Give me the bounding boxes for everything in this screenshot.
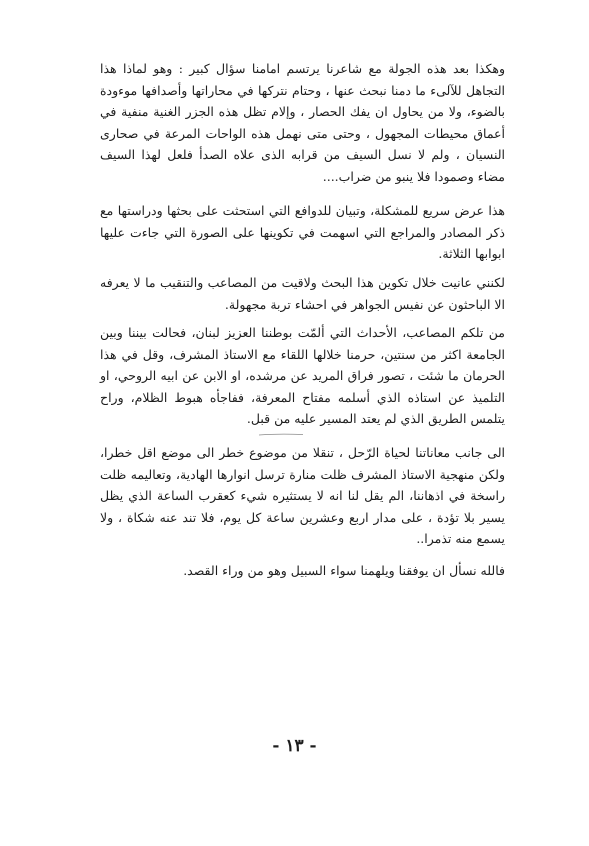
- page-number: - ١٣ -: [272, 736, 317, 756]
- paragraph-6: فالله نسأل ان يوفقنا ويلهمنا سواء السبيل وهو من وراء القصد.: [183, 563, 505, 578]
- paragraph-3: لكنني عانيت خلال تكوين هذا البحث ولاقيت من المصاعب والتنقيب ما لا يعرفه الا الباحثون عن نفيس الجواهر في احشاء تربة مجهولة.: [100, 275, 505, 312]
- paragraph-2: هذا عرض سريع للمشكلة، وتبيان للدوافع التي استحثت على بحثها ودراستها مع ذكر المصادر والمراجع التي اسهمت في تكوينها على الصورة التي جاءت عليها ابوابها الثلاثة.: [100, 203, 505, 261]
- pen-stroke-mark: [258, 433, 304, 436]
- paragraph-4: من تلكم المصاعب، الأحداث التي ألمّت بوطننا العزيز لبنان، فحالت بيننا وبين الجامعة اكثر من سنتين، حرمنا خلالها اللقاء مع الاستاذ المشرف، وقل في هذا الحرمان ما شئت ، تصور فراق المريد عن مرشده، او الابن عن ابيه الروحي، او التلميذ عن استاذه الذي أسلمه مفتاح المعرفة، ففاجأه هبوط الظلام، وراح يتلمس الطريق الذي لم يعتد المسير عليه من قبل.: [100, 325, 505, 426]
- paragraph-1: وهكذا بعد هذه الجولة مع شاعرنا يرتسم امامنا سؤال كبير : وهو لماذا هذا التجاهل للآلىء ما دمنا نبحث عنها ، وحتام نتركها في محاراتها وأصدافها موءودة بالضوء، ولا من يحاول ان يفك الحصار ، وإلام تظل هذه الجزر الغنية منفية في أعماق محيطات المجهول ، وحتى متى نهمل هذه الواحات المرعة في صحارى النسيان ، ولم لا نسل السيف من قرابه الذى علاه الصدأ فلعل لهذا السيف مضاء وصمودا فلا ينبو من ضراب....: [100, 61, 505, 184]
- paragraph-5: الى جانب معاناتنا لحياة الرّحل ، تنقلا من موضوع خطر الى موضع اقل خطرا، ولكن منهجية الاستاذ المشرف ظلت منارة ترسل انوارها الهادية، وتعاليمه ظلت راسخة في اذهاننا، الم يقل لنا انه لا يستثيره شيء كعقرب الساعة الذي يظل يسير بلا تؤدة ، على مدار اربع وعشرين ساعة كل يوم، فلا تند عنه شكاة ، ولا يسمع منه تذمرا..: [100, 445, 505, 546]
